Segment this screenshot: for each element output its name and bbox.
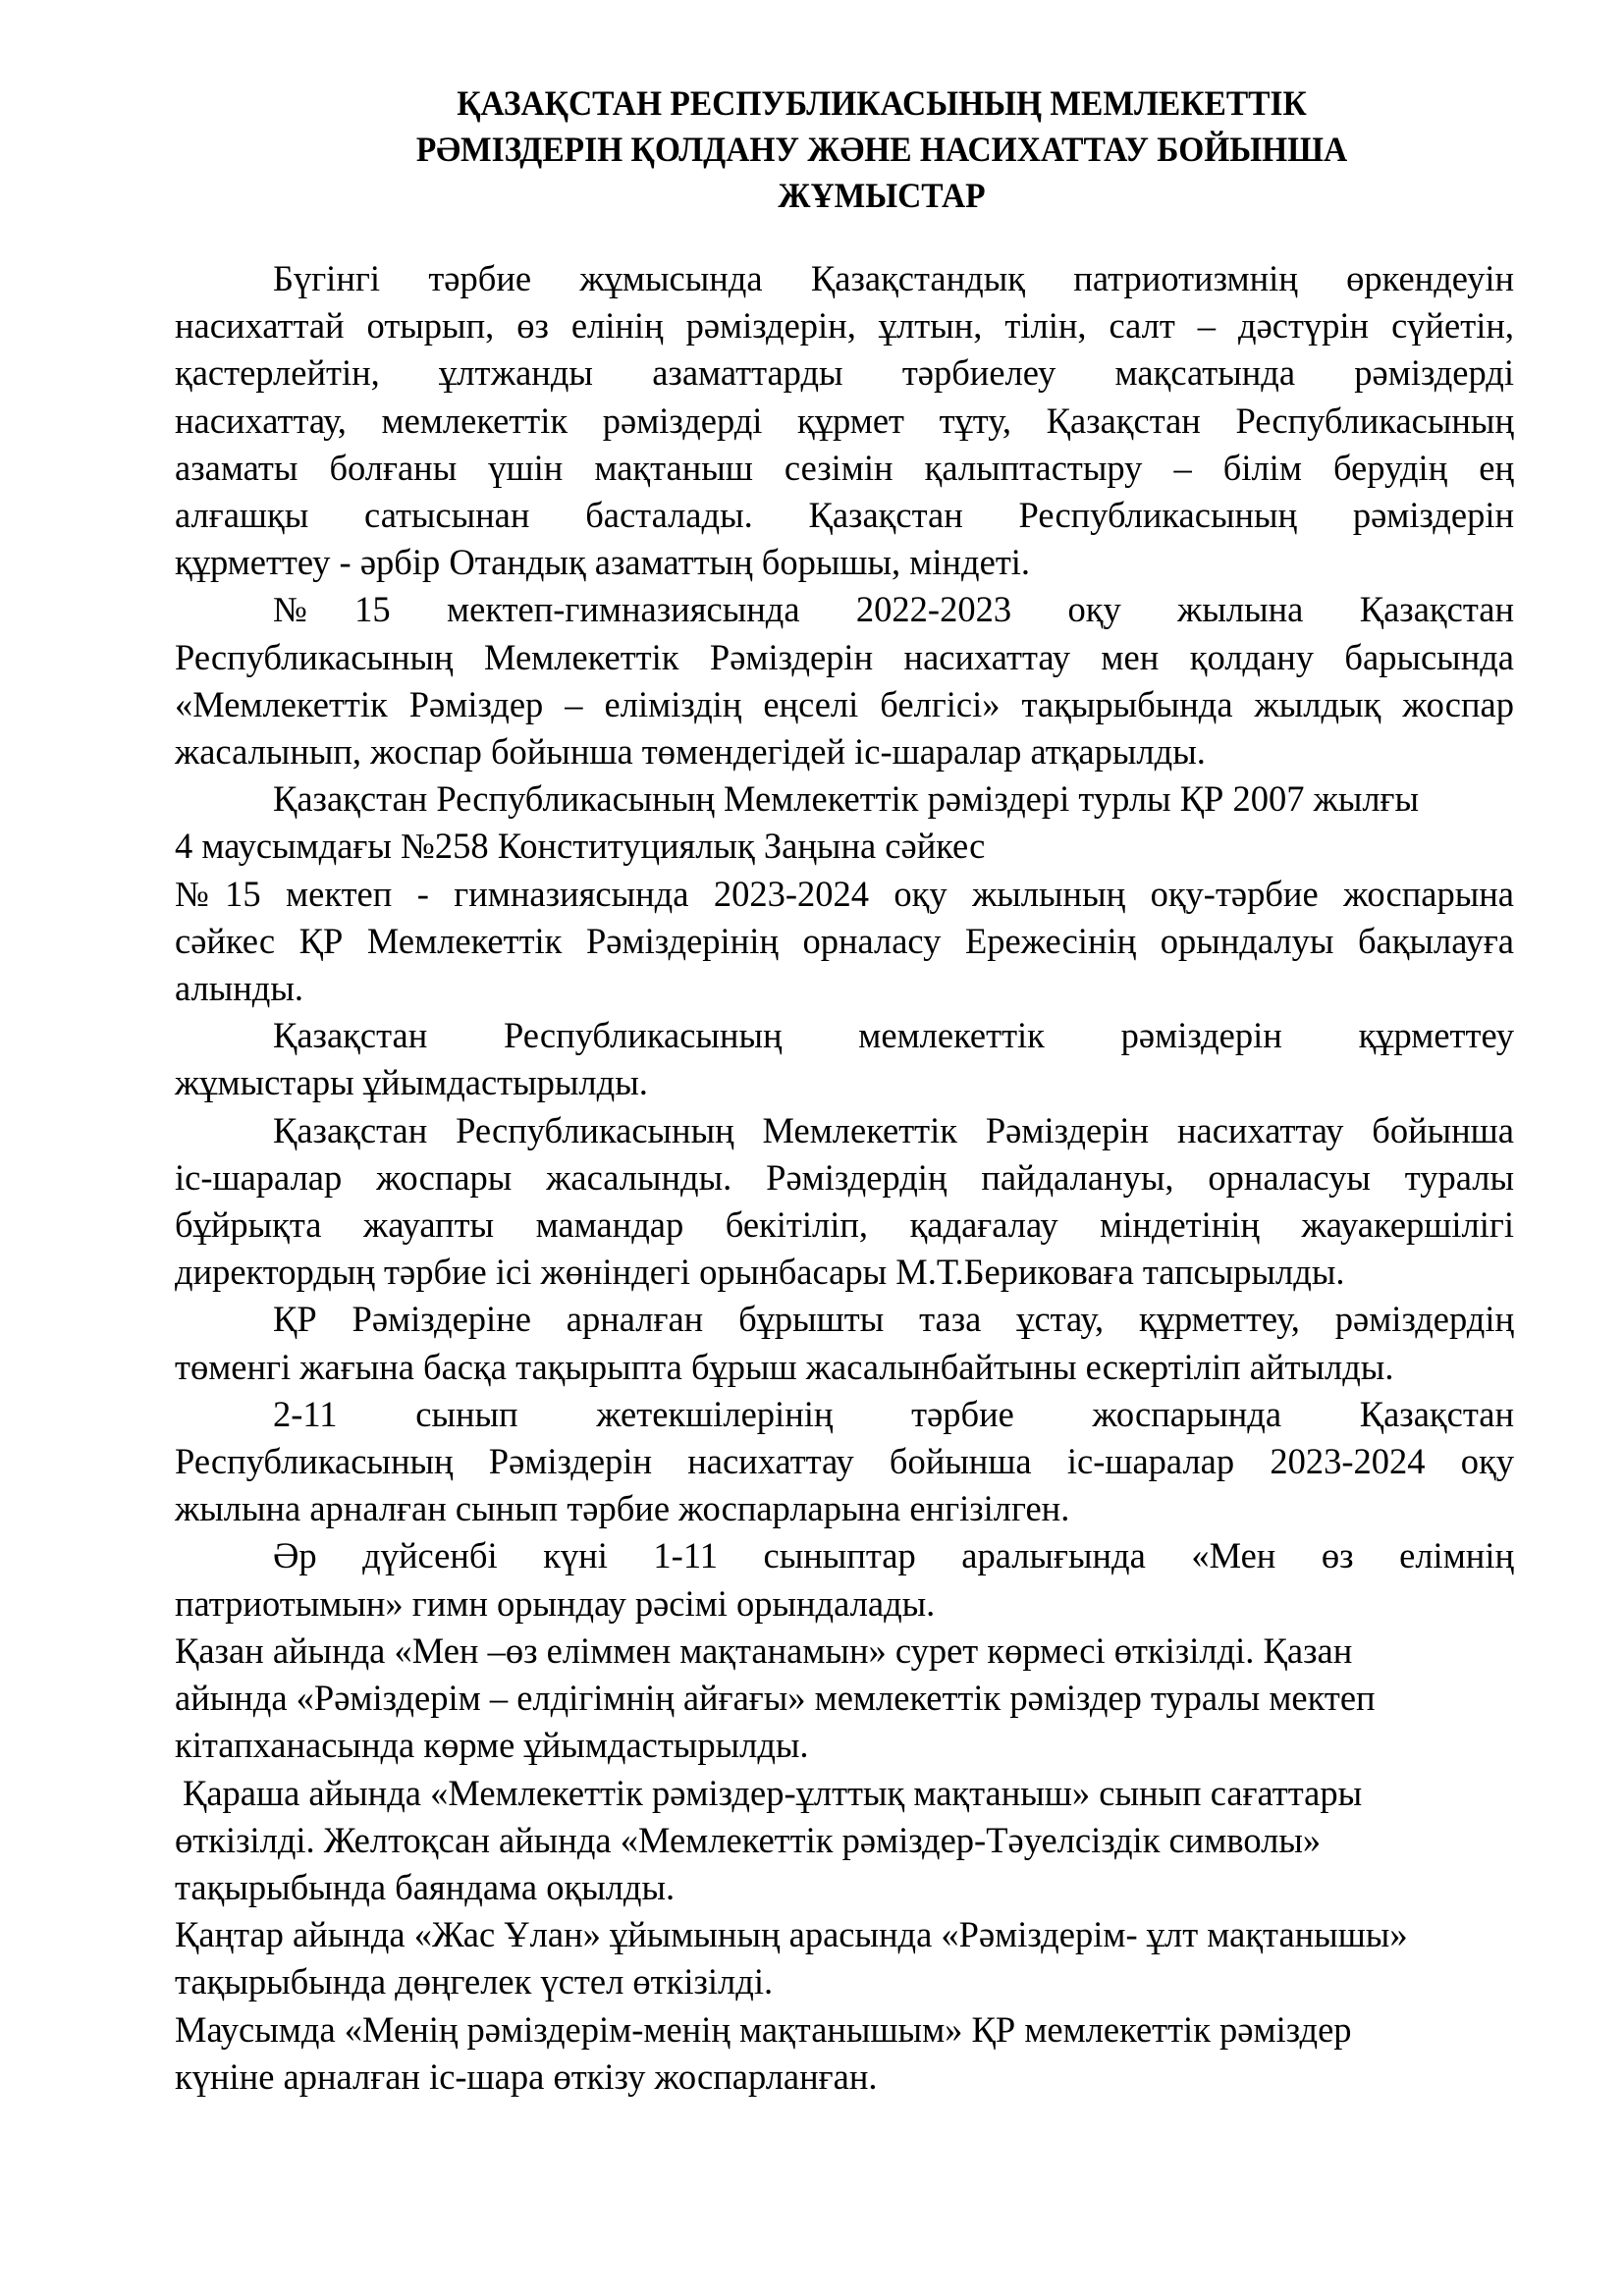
text-line: алғашқы сатысынан басталады. Қазақстан Республикасының рәміздерін bbox=[175, 495, 1514, 536]
text-line: «Мемлекеттік Рәміздер – еліміздің еңселі белгісі» тақырыбында жылдық жоспар bbox=[175, 683, 1514, 724]
text-line: Бүгінгі тәрбие жұмысында Қазақстандық патриотизмнің өркендеуін bbox=[273, 258, 1514, 298]
document-title bbox=[334, 80, 1430, 219]
text-line: Республикасының Рәміздерін насихаттау бойынша іс-шаралар 2023-2024 оқу bbox=[175, 1441, 1514, 1482]
text-line: тақырыбында баяндама оқылды. bbox=[175, 1866, 676, 1907]
text-line: күніне арналған іс-шара өткізу жоспарланған. bbox=[175, 2056, 878, 2097]
text-line: тақырыбында дөңгелек үстел өткізілді. bbox=[175, 1961, 774, 2002]
text-line: жұмыстары ұйымдастырылды. bbox=[175, 1062, 648, 1103]
text-line: құрметтеу - әрбір Отандық азаматтың борышы, міндеті. bbox=[175, 542, 1031, 583]
text-line: №15 мектеп - гимназиясында 2023-2024 оқу жылының оқу-тәрбие жоспарына bbox=[175, 873, 1514, 914]
paragraph-regulation bbox=[175, 871, 1514, 1013]
text-line: ҚР Рәміздеріне арналған бұрышты таза ұстау, құрметтеу, рәміздердің bbox=[273, 1299, 1514, 1340]
text-line: №15 мектеп-гимназиясында 2022-2023 оқу жылына Қазақстан bbox=[273, 589, 1514, 630]
text-line: Қаңтар айында «Жас Ұлан» ұйымының арасында «Рәміздерім- ұлт мақтанышы» bbox=[175, 1914, 1408, 1955]
text-line: жасалынып, жоспар бойынша төмендегідей іс-шаралар атқарылды. bbox=[175, 731, 1206, 773]
paragraph-anthem bbox=[175, 1532, 1514, 1627]
paragraph-october bbox=[175, 1628, 1514, 1770]
text-line: өткізілді. Желтоқсан айында «Мемлекеттік рәміздер-Тәуелсіздік символы» bbox=[175, 1819, 1322, 1860]
text-line: жылына арналған сынып тәрбие жоспарларына енгізілген. bbox=[175, 1488, 1070, 1529]
text-line: патриотымын» гимн орындау рәсімі орындалады. bbox=[175, 1582, 936, 1624]
paragraph-intro bbox=[175, 255, 1514, 586]
title-line: ЖҰМЫСТАР bbox=[778, 176, 986, 215]
text-line: директордың тәрбие ісі жөніндегі орынбасары М.Т.Бериковаға тапсырылды. bbox=[175, 1252, 1345, 1293]
paragraph-class-plans bbox=[175, 1391, 1514, 1533]
paragraph-january bbox=[175, 1911, 1514, 2005]
text-line: сәйкес ҚР Мемлекеттік Рәміздерінің орналасу Ережесінің орындалуы бақылауға bbox=[175, 920, 1514, 961]
text-line: Қараша айында «Мемлекеттік рәміздер-ұлттық мақтаныш» сынып сағаттары bbox=[183, 1772, 1363, 1813]
paragraph-corner bbox=[175, 1296, 1514, 1390]
text-line: Маусымда «Менің рәміздерім-менің мақтанышым» ҚР мемлекеттік рәміздер bbox=[175, 2008, 1352, 2050]
text-line: насихаттау, мемлекеттік рәміздерді құрмет тұту, Қазақстан Республикасының bbox=[175, 400, 1514, 441]
text-line: қастерлейтін, ұлтжанды азаматтарды тәрбиелеу мақсатында рәміздерді bbox=[175, 352, 1514, 394]
text-line: кітапханасында көрме ұйымдастырылды. bbox=[175, 1725, 809, 1766]
text-line: азаматы болғаны үшін мақтаныш сезімін қалыптастыру – білім берудің ең bbox=[175, 447, 1514, 488]
text-line: алынды. bbox=[175, 968, 304, 1009]
paragraph-november-december bbox=[175, 1770, 1514, 1912]
text-line: іс-шаралар жоспары жасалынды. Рәміздердің пайдалануы, орналасуы туралы bbox=[175, 1156, 1514, 1198]
paragraph-law bbox=[175, 775, 1514, 870]
title-line: ҚАЗАҚСТАН РЕСПУБЛИКАСЫНЫҢ МЕМЛЕКЕТТІК bbox=[457, 83, 1307, 123]
document-body bbox=[175, 255, 1514, 2101]
text-line: Республикасының Мемлекеттік Рәміздерін насихаттау мен қолдану барысында bbox=[175, 636, 1514, 677]
text-line: Қазақстан Республикасының Мемлекеттік Рәміздерін насихаттау бойынша bbox=[273, 1109, 1514, 1150]
text-line: Қазақстан Республикасының мемлекеттік рәміздерін құрметтеу bbox=[273, 1015, 1514, 1056]
text-line: төменгі жағына басқа тақырыпта бұрыш жасалынбайтыны ескертіліп айтылды. bbox=[175, 1346, 1394, 1387]
text-line: Қазан айында «Мен –өз еліммен мақтанамын» сурет көрмесі өткізілді. Қазан bbox=[175, 1629, 1353, 1671]
paragraph-annual-plan bbox=[175, 586, 1514, 775]
paragraph-action-plan bbox=[175, 1107, 1514, 1297]
text-line: 4 маусымдағы №258 Конституциялық Заңына сәйкес bbox=[175, 826, 986, 867]
text-line: насихаттай отырып, өз елінің рәміздерін, ұлтын, тілін, салт – дәстүрін сүйетін, bbox=[175, 305, 1514, 347]
text-line: айында «Рәміздерім – елдігімнің айғағы» мемлекеттік рәміздер туралы мектеп bbox=[175, 1678, 1376, 1719]
paragraph-june bbox=[175, 2006, 1514, 2101]
title-line: РӘМІЗДЕРІН ҚОЛДАНУ ЖӘНЕ НАСИХАТТАУ БОЙЫНША bbox=[415, 130, 1348, 169]
text-line: Әр дүйсенбі күні 1-11 сыныптар аралығында «Мен өз елімнің bbox=[273, 1535, 1514, 1576]
text-line: 2-11 сынып жетекшілерінің тәрбие жоспарында Қазақстан bbox=[273, 1393, 1514, 1434]
document-page bbox=[175, 80, 1514, 2101]
text-line: бұйрықта жауапты мамандар бекітіліп, қадағалау міндетінің жауакершілігі bbox=[175, 1204, 1514, 1246]
text-line: Қазақстан Республикасының Мемлекеттік рәміздері турлы ҚР 2007 жылғы bbox=[273, 778, 1420, 820]
paragraph-respect-work bbox=[175, 1012, 1514, 1106]
